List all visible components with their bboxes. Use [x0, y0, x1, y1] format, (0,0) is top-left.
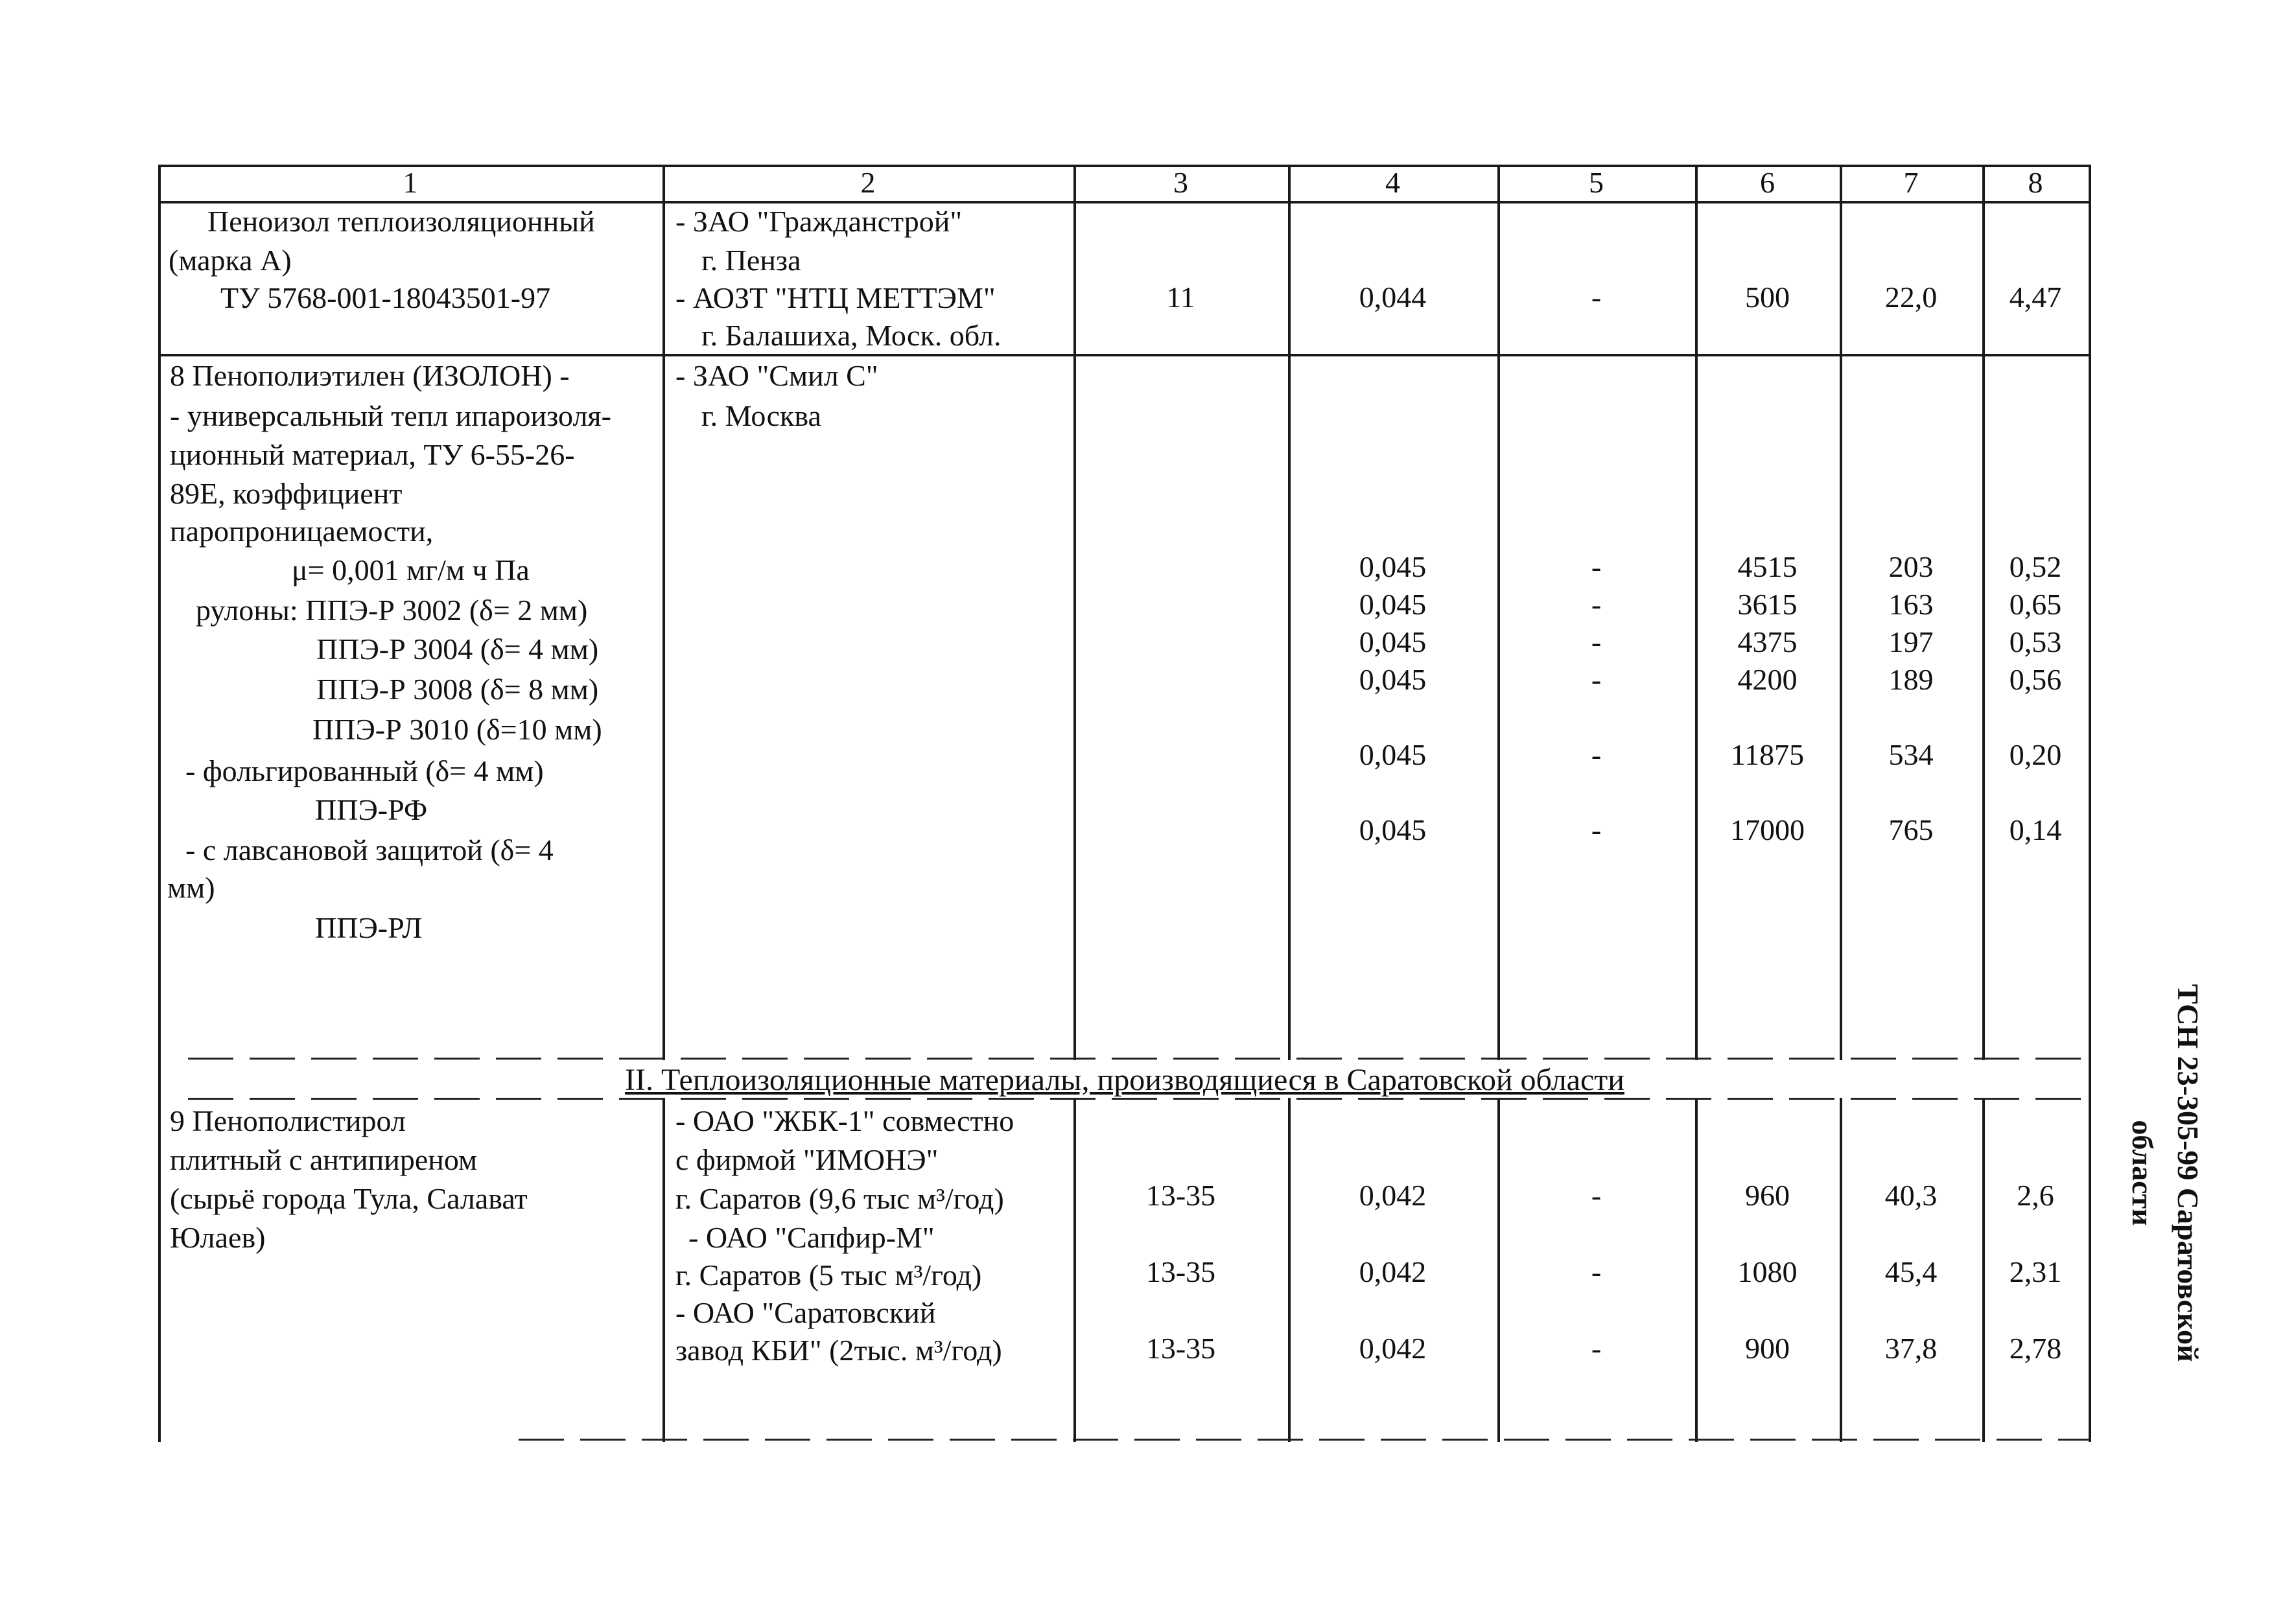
- r8-l6-c7: 765: [1888, 813, 1934, 846]
- r9-c2-line4: - ОАО "Сапфир-М": [688, 1221, 935, 1254]
- r7-c2-line3: - АОЗТ "НТЦ МЕТТЭМ": [675, 281, 996, 314]
- r8-c1-line6: μ= 0,001 мг/м ч Па: [292, 553, 530, 586]
- r7-c2-line1: - ЗАО "Гражданстрой": [675, 205, 963, 238]
- r9-l2-c5: -: [1591, 1255, 1602, 1288]
- r9-l1-c6: 960: [1745, 1179, 1790, 1212]
- r9-l1-c3: 13-35: [1145, 1179, 1216, 1212]
- r8-l4-c5: -: [1591, 663, 1602, 696]
- section-rule-top: [188, 1058, 2091, 1060]
- r7-c6: 500: [1745, 281, 1790, 314]
- r7-c7: 22,0: [1884, 281, 1938, 314]
- r8-c1-line4: 89Е, коэффициент: [170, 477, 403, 510]
- r8-c1-line15: ППЭ-РЛ: [315, 911, 423, 944]
- r9-l3-c5: -: [1591, 1332, 1602, 1365]
- r8-c1-line10: ППЭ-Р 3010 (δ=10 мм): [312, 713, 602, 746]
- table-border-col5: [1497, 165, 1500, 1442]
- r9-l1-c8: 2,6: [2017, 1179, 2054, 1212]
- r8-l4-c8: 0,56: [2009, 663, 2062, 696]
- r7-c1-line1: Пеноизол теплоизоляционный: [207, 205, 595, 238]
- header-col4: 4: [1385, 166, 1400, 199]
- r9-l1-c7: 40,3: [1884, 1179, 1938, 1212]
- r8-c1-line11: - фольгированный (δ= 4 мм): [185, 754, 544, 787]
- header-col6: 6: [1760, 166, 1775, 199]
- r7-c2-line2: г. Пенза: [701, 244, 801, 277]
- r8-c2-line2: г. Москва: [701, 399, 821, 432]
- r8-c1-line5: паропроницаемости,: [170, 515, 434, 548]
- r7-c4: 0,044: [1359, 281, 1427, 314]
- r9-l2-c7: 45,4: [1884, 1255, 1938, 1288]
- section-heading-text: II. Теплоизоляционные материалы, производящиеся в Саратовской области: [625, 1063, 1624, 1097]
- r9-c2-line7: завод КБИ" (2тыс. м³/год): [675, 1334, 1002, 1367]
- r8-l4-c7: 189: [1888, 663, 1934, 696]
- r8-l5-c7: 534: [1888, 738, 1934, 771]
- table-border-col4: [1288, 165, 1291, 1442]
- r8-l6-c5: -: [1591, 813, 1602, 846]
- r9-l1-c5: -: [1591, 1179, 1602, 1212]
- r8-l5-c6: 11875: [1730, 738, 1805, 771]
- r9-l2-c3: 13-35: [1145, 1255, 1216, 1288]
- r7-c2-line4: г. Балашиха, Моск. обл.: [701, 319, 1002, 352]
- header-col2: 2: [860, 166, 876, 199]
- r8-l1-c6: 4515: [1737, 550, 1798, 583]
- side-document-title: ТСН 23-305-99 Саратовской области: [2126, 984, 2205, 1362]
- r9-l1-c4: 0,042: [1359, 1179, 1427, 1212]
- r9-l3-c3: 13-35: [1145, 1332, 1216, 1365]
- r9-c1-line2: плитный с антипиреном: [170, 1143, 478, 1176]
- r9-c2-line2: с фирмой "ИМОНЭ": [675, 1143, 939, 1176]
- r8-l5-c4: 0,045: [1359, 738, 1427, 771]
- r8-l3-c7: 197: [1888, 625, 1934, 658]
- r8-l2-c7: 163: [1888, 588, 1934, 621]
- table-border-bottom: [519, 1439, 2091, 1441]
- r8-l2-c5: -: [1591, 588, 1602, 621]
- r9-l3-c8: 2,78: [2009, 1332, 2062, 1365]
- r8-c2-line1: - ЗАО "Смил С": [675, 359, 878, 392]
- r8-l2-c6: 3615: [1737, 588, 1798, 621]
- r9-c1-line3: (сырьё города Тула, Салават: [170, 1182, 528, 1215]
- r8-l3-c5: -: [1591, 625, 1602, 658]
- r8-l3-c4: 0,045: [1359, 625, 1427, 658]
- r7-c1-line2: (марка А): [169, 244, 292, 277]
- r9-l3-c4: 0,042: [1359, 1332, 1427, 1365]
- r7-c5: -: [1591, 281, 1602, 314]
- header-col8: 8: [2028, 166, 2043, 199]
- r9-l2-c4: 0,042: [1359, 1255, 1427, 1288]
- r9-c2-line5: г. Саратов (5 тыс м³/год): [675, 1259, 982, 1292]
- r8-l1-c8: 0,52: [2009, 550, 2062, 583]
- r8-c1-line14: мм): [167, 871, 215, 904]
- r9-l2-c8: 2,31: [2009, 1255, 2062, 1288]
- r8-l6-c8: 0,14: [2009, 813, 2062, 846]
- r8-l5-c8: 0,20: [2009, 738, 2062, 771]
- r9-c2-line6: - ОАО "Саратовский: [675, 1296, 936, 1329]
- r8-l1-c4: 0,045: [1359, 550, 1427, 583]
- r8-l1-c7: 203: [1888, 550, 1934, 583]
- r8-l4-c4: 0,045: [1359, 663, 1427, 696]
- r8-c1-line8: ППЭ-Р 3004 (δ= 4 мм): [316, 632, 599, 666]
- section-rule-bottom: [188, 1098, 2091, 1100]
- r8-l6-c6: 17000: [1730, 813, 1805, 846]
- header-col7: 7: [1903, 166, 1919, 199]
- r9-c2-line3: г. Саратов (9,6 тыс м³/год): [675, 1182, 1004, 1215]
- section-heading: [162, 1060, 2087, 1098]
- r9-l3-c7: 37,8: [1884, 1332, 1938, 1365]
- r8-c1-line9: ППЭ-Р 3008 (δ= 8 мм): [316, 673, 599, 706]
- r9-c1-line4: Юлаев): [170, 1221, 266, 1254]
- table-border-col6: [1695, 165, 1698, 1442]
- r9-c2-line1: - ОАО "ЖБК-1" совместно: [675, 1104, 1014, 1137]
- r7-c3: 11: [1166, 281, 1195, 314]
- header-col5: 5: [1589, 166, 1604, 199]
- header-col1: 1: [403, 166, 418, 199]
- r8-l3-c6: 4375: [1737, 625, 1798, 658]
- r8-l4-c6: 4200: [1737, 663, 1798, 696]
- table-border-col2: [662, 165, 665, 1442]
- r9-l2-c6: 1080: [1737, 1255, 1798, 1288]
- r8-l3-c8: 0,53: [2009, 625, 2062, 658]
- r8-c1-line1: 8 Пенополиэтилен (ИЗОЛОН) -: [170, 359, 570, 392]
- table-border-col7: [1840, 165, 1842, 1442]
- table-border-col3: [1073, 165, 1076, 1442]
- r8-l5-c5: -: [1591, 738, 1602, 771]
- header-col3: 3: [1173, 166, 1188, 199]
- table-border-col8: [1982, 165, 1985, 1442]
- r7-c1-line3: ТУ 5768-001-18043501-97: [220, 281, 551, 314]
- r8-c1-line7: рулоны: ППЭ-Р 3002 (δ= 2 мм): [196, 594, 588, 627]
- r9-l3-c6: 900: [1745, 1332, 1790, 1365]
- r8-c1-line13: - с лавсановой защитой (δ= 4: [185, 833, 554, 866]
- table-border-left: [158, 165, 161, 1442]
- r9-c1-line1: 9 Пенополистирол: [170, 1104, 406, 1137]
- r8-c1-line2: - универсальный тепл ипароизоля-: [170, 399, 611, 432]
- table-border-right: [2089, 165, 2091, 1442]
- r8-l2-c4: 0,045: [1359, 588, 1427, 621]
- r7-c8: 4,47: [2009, 281, 2062, 314]
- r8-l1-c5: -: [1591, 550, 1602, 583]
- r8-l6-c4: 0,045: [1359, 813, 1427, 846]
- r8-c1-line12: ППЭ-РФ: [315, 793, 428, 826]
- r8-c1-line3: ционный материал, ТУ 6-55-26-: [170, 438, 575, 471]
- r8-l2-c8: 0,65: [2009, 588, 2062, 621]
